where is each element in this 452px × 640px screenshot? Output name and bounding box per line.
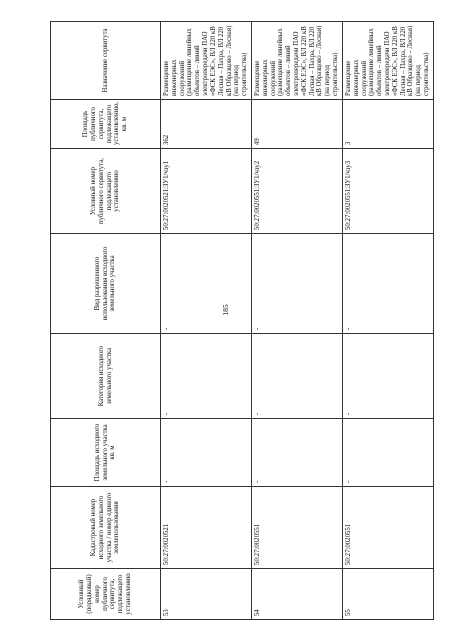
table-row bbox=[251, 22, 342, 620]
rotated-table-wrapper bbox=[50, 22, 430, 620]
cell-servitude-purpose: Размещение инженерных сооружений (размещение линейных объектов – линий электропередачи ПАО «ФСК ЕЭС», ВЛ 220 кВ Лесная – Пахра, ВЛ 220 кВ Образцово – Лесная) (на период строительства) bbox=[342, 22, 433, 100]
cell-source-area: - bbox=[342, 419, 433, 487]
header-servitude-purpose: Назначение сервитута bbox=[51, 22, 161, 100]
cell-source-area: - bbox=[251, 419, 342, 487]
header-servitude-area: Площадь публичного сервитута, подлежащего установлению, кв. м bbox=[51, 100, 161, 149]
cell-permitted-use: - bbox=[342, 234, 433, 334]
table-row bbox=[161, 22, 252, 620]
cell-cadastral-number: 50:27:0020521 bbox=[161, 487, 252, 569]
header-servitude-number: Условный номер публичного сервитута, подлежащего установлению bbox=[51, 149, 161, 234]
header-cadastral-number: Кадастровый номер исходного земельного участка / номер единого землепользования bbox=[51, 487, 161, 569]
cell-conditional-number: 54 bbox=[251, 569, 342, 620]
document-table-frame bbox=[50, 22, 430, 620]
cell-permitted-use: - bbox=[161, 234, 252, 334]
cell-servitude-area: 362 bbox=[161, 100, 252, 149]
table-row bbox=[342, 22, 433, 620]
cell-servitude-number: 50:27:0020521:ЗУ1/чзу1 bbox=[161, 149, 252, 234]
table-header-row bbox=[51, 22, 161, 620]
page-number: 185 bbox=[221, 304, 231, 316]
cell-servitude-purpose: Размещение инженерных сооружений (размещение линейных объектов – линий электропередачи ПАО «ФСК ЕЭС», ВЛ 220 кВ Лесная – Пахра, ВЛ 220 кВ Образцово – Лесная) (на период строительства) bbox=[161, 22, 252, 100]
cell-land-category: - bbox=[161, 334, 252, 419]
cell-servitude-area: 3 bbox=[342, 100, 433, 149]
cell-servitude-number: 50:27:0020551:ЗУ1/чзу3 bbox=[342, 149, 433, 234]
header-land-category: Категория исходного земельного участка bbox=[51, 334, 161, 419]
header-source-area: Площадь исходного земельного участка кв. м bbox=[51, 419, 161, 487]
cell-source-area: - bbox=[161, 419, 252, 487]
header-conditional-number: Условный (порядковый) номер публичного сервитута, подлежащего установлению bbox=[51, 569, 161, 620]
cell-servitude-area: 49 bbox=[251, 100, 342, 149]
cell-conditional-number: 55 bbox=[342, 569, 433, 620]
cell-servitude-purpose: Размещение инженерных сооружений (размещение линейных объектов – линий электропередачи ПАО «ФСК ЕЭС», ВЛ 220 кВ Лесная – Пахра, ВЛ 220 кВ Образцово – Лесная) (на период строительства) bbox=[251, 22, 342, 100]
cell-servitude-number: 50:27:0020551:ЗУ1/чзу2 bbox=[251, 149, 342, 234]
cell-permitted-use: - bbox=[251, 234, 342, 334]
header-permitted-use: Вид разрешенного использования исходного земельного участка bbox=[51, 234, 161, 334]
cell-cadastral-number: 50:27:0020551 bbox=[251, 487, 342, 569]
cell-cadastral-number: 50:27:0020551 bbox=[342, 487, 433, 569]
servitude-table bbox=[50, 21, 434, 620]
cell-conditional-number: 53 bbox=[161, 569, 252, 620]
cell-land-category: - bbox=[342, 334, 433, 419]
cell-land-category: - bbox=[251, 334, 342, 419]
